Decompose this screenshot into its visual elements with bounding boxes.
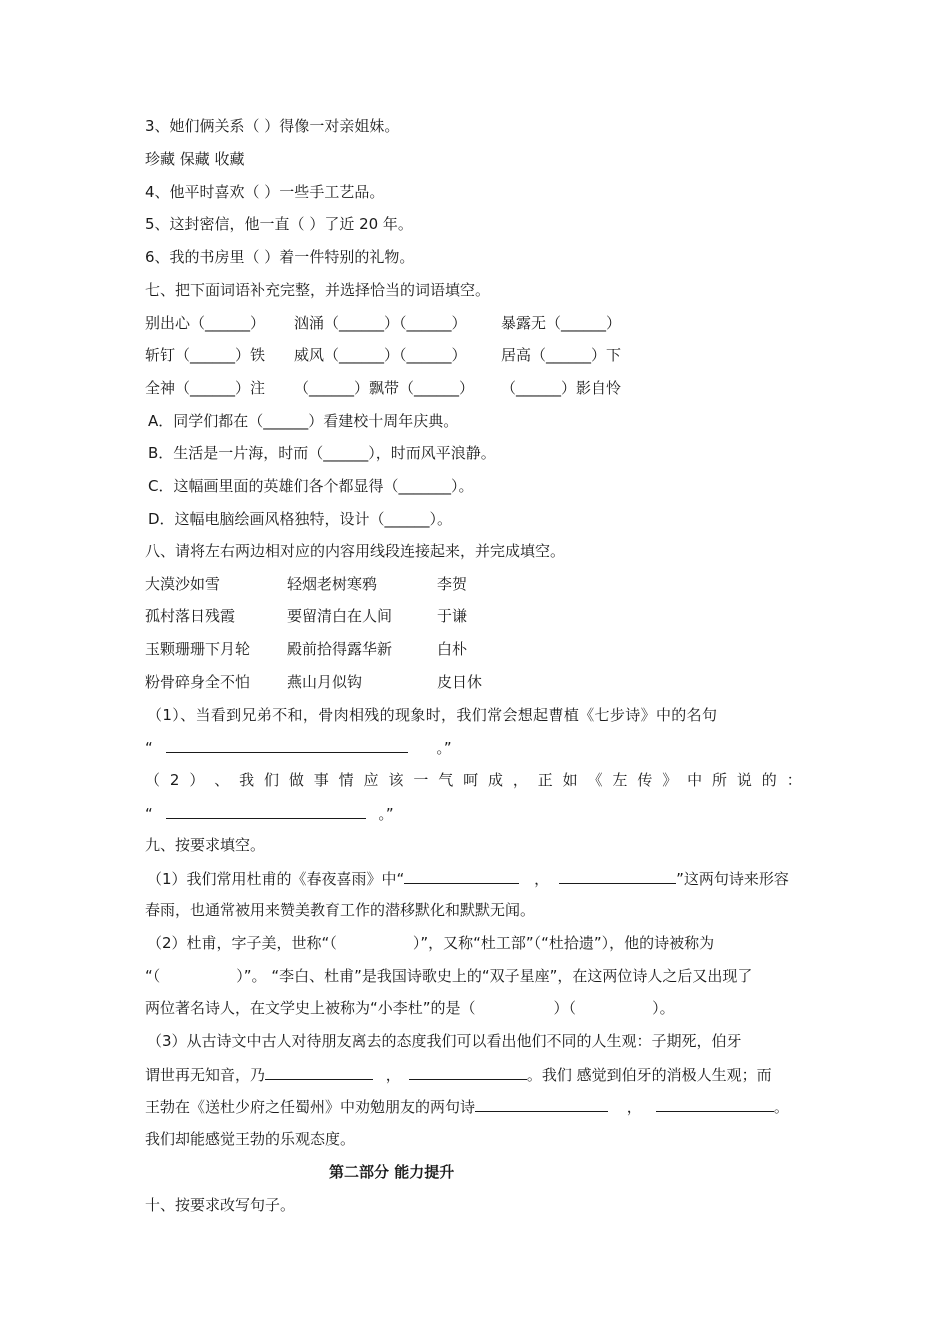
answer-blank[interactable] [404, 868, 519, 884]
justified-char: 《 [587, 771, 603, 789]
match-left: 玉颗珊珊下月轮 [145, 640, 251, 658]
question-3: 3、她们俩关系（ ）得像一对亲姐妹。 [145, 117, 400, 135]
justified-char: 正 [537, 771, 553, 789]
idiom-item: 汹涌（______）（______） [294, 314, 467, 332]
justified-char: 的 [761, 771, 777, 789]
answer-blank[interactable] [409, 1064, 527, 1080]
match-middle: 燕山月似钩 [287, 673, 363, 691]
match-middle: 要留清白在人间 [287, 607, 393, 625]
match-left: 孤村落日残霞 [145, 607, 236, 625]
answer-blank[interactable] [166, 737, 408, 753]
answer-blank[interactable] [265, 1064, 373, 1080]
justified-char: 该 [388, 771, 404, 789]
justified-char: 我 [239, 771, 255, 789]
idiom-item: （______）飘带（______） [294, 379, 475, 397]
question-8-2 [145, 770, 802, 790]
justified-char: 一 [413, 771, 429, 789]
question-9-2: （2）杜甫，字子美，世称“（ ）”，又称“杜工部”（“杜拾遗”），他的诗被称为 [147, 934, 715, 952]
idiom-item: 全神（______）注 [145, 379, 266, 397]
justified-char: 》 [662, 771, 678, 789]
justified-char: 情 [338, 771, 354, 789]
justified-char: 成 [488, 771, 504, 789]
justified-char: 应 [363, 771, 379, 789]
question-6: 6、我的书房里（ ）着一件特别的礼物。 [145, 248, 415, 266]
justified-char: 气 [438, 771, 454, 789]
question-9-1-cont: 春雨，也通常被用来赞美教育工作的潜移默化和默默无闻。 [145, 901, 536, 919]
section-10-title: 十、按要求改写句子。 [145, 1196, 296, 1214]
idiom-item: 威风（______）（______） [294, 346, 467, 364]
justified-char: （ [145, 771, 161, 789]
match-left: 大漠沙如雪 [145, 575, 221, 593]
part-2-heading: 第二部分 能力提升 [329, 1163, 455, 1181]
question-8-2-answer: “ 。” [145, 805, 394, 823]
question-4: 4、他平时喜欢（ ）一些手工艺品。 [145, 183, 385, 201]
justified-char: 如 [562, 771, 578, 789]
fill-d: D．这幅电脑绘画风格独特，设计（______）。 [148, 510, 453, 528]
idiom-item: （______）影自怜 [501, 379, 622, 397]
justified-char: 、 [214, 771, 230, 789]
match-left: 粉骨碎身全不怕 [145, 673, 251, 691]
justified-char: 呵 [463, 771, 479, 789]
idiom-item: 别出心（______） [145, 314, 266, 332]
answer-blank[interactable] [475, 1096, 608, 1112]
question-9-3: （3）从古诗文中古人对待朋友离去的态度我们可以看出他们不同的人生观：子期死，伯牙 [147, 1032, 742, 1050]
fill-b: B．生活是一片海，时而（______），时而风平浪静。 [148, 444, 496, 462]
question-9-2-cont: “（ ）”。 “李白、杜甫”是我国诗歌史上的“双子星座”，在这两位诗人之后又出现了 [145, 967, 753, 985]
question-5: 5、这封密信，他一直（ ）了近 20 年。 [145, 215, 413, 233]
match-right: 白朴 [437, 640, 468, 658]
question-9-1: （1）我们常用杜甫的《春夜喜雨》中“ ， ”这两句诗来形容 [147, 870, 789, 888]
justified-char: 们 [263, 771, 279, 789]
justified-char: 2 [169, 771, 180, 789]
justified-char: 所 [712, 771, 728, 789]
idiom-item: 暴露无（______） [501, 314, 622, 332]
fill-c: C．这幅画里面的英雄们各个都显得（_______）。 [148, 477, 474, 495]
justified-char: 事 [313, 771, 329, 789]
word-choices: 珍藏 保藏 收藏 [145, 150, 245, 168]
match-right: 皮日休 [437, 673, 483, 691]
justified-char: ： [786, 771, 802, 789]
question-9-3-cont3: 我们却能感觉王勃的乐观态度。 [145, 1130, 356, 1148]
question-8-1-answer: “ 。” [145, 739, 452, 757]
section-8-title: 八、请将左右两边相对应的内容用线段连接起来，并完成填空。 [145, 542, 566, 560]
justified-char: 中 [687, 771, 703, 789]
justified-char: ） [189, 771, 205, 789]
idiom-item: 斩钉（______）铁 [145, 346, 266, 364]
match-middle: 轻烟老树寒鸦 [287, 575, 378, 593]
answer-blank[interactable] [656, 1096, 774, 1112]
section-7-title: 七、把下面词语补充完整，并选择恰当的词语填空。 [145, 281, 491, 299]
justified-char: 说 [736, 771, 752, 789]
justified-char: 做 [288, 771, 304, 789]
question-9-3-cont: 谓世再无知音，乃 ， 。我们 感觉到伯牙的消极人生观；而 [145, 1066, 772, 1084]
question-9-2-cont2: 两位著名诗人，在文学史上被称为“小李杜”的是（ ）（ ）。 [145, 999, 675, 1017]
match-right: 李贺 [437, 575, 468, 593]
answer-blank[interactable] [559, 868, 676, 884]
justified-char: 左 [612, 771, 628, 789]
justified-char: 传 [637, 771, 653, 789]
justified-char: ， [512, 771, 528, 789]
question-9-3-cont2: 王勃在《送杜少府之任蜀州》中劝勉朋友的两句诗 ， 。 [145, 1098, 789, 1116]
section-9-title: 九、按要求填空。 [145, 836, 266, 854]
match-right: 于谦 [437, 607, 468, 625]
fill-a: A．同学们都在（______）看建校十周年庆典。 [148, 412, 459, 430]
idiom-item: 居高（______）下 [501, 346, 622, 364]
match-middle: 殿前拾得露华新 [287, 640, 393, 658]
question-8-1: （1）、当看到兄弟不和，骨肉相残的现象时，我们常会想起曹植《七步诗》中的名句 [147, 706, 718, 724]
answer-blank[interactable] [166, 803, 366, 819]
